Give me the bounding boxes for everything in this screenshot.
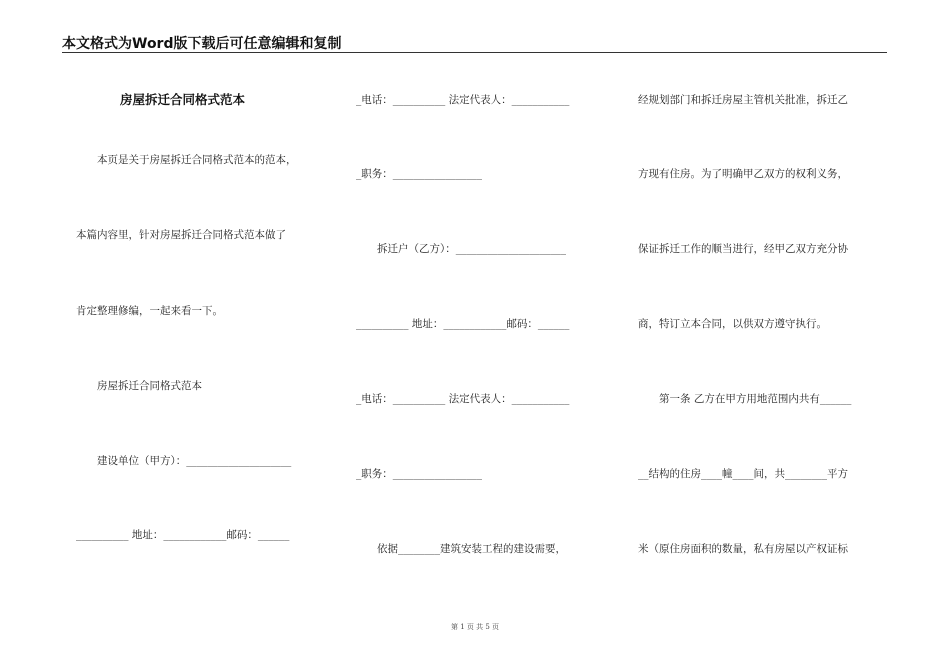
- text-line: 房屋拆迁合同格式范本: [76, 380, 202, 392]
- text-line: 保证拆迁工作的顺当进行，经甲乙双方充分协: [638, 243, 848, 255]
- text-line: 本篇内容里，针对房屋拆迁合同格式范本做了: [76, 229, 286, 241]
- text-line: 方现有住房。为了明确甲乙双方的权利义务，: [638, 168, 848, 180]
- text-line: 建设单位（甲方）：____________________: [76, 455, 292, 467]
- text-line: 米（原住房面积的数量，私有房屋以产权证标: [638, 543, 848, 555]
- text-line: __结构的住房____幢____间，共________平方: [638, 468, 848, 480]
- text-line: 肯定整理修编，一起来看一下。: [76, 305, 223, 317]
- text-line: 第一条 乙方在甲方用地范围内共有______: [638, 393, 852, 405]
- text-line: 拆迁户（乙方）：_____________________: [356, 243, 566, 255]
- text-line: __________ 地址：____________邮码：______: [76, 529, 290, 541]
- text-line: __________ 地址：____________邮码：______: [356, 318, 570, 330]
- text-column-2: [356, 0, 606, 600]
- text-line: 依据________建筑安装工程的建设需要，: [356, 543, 566, 555]
- text-column-3: [638, 0, 888, 600]
- text-line: _电话：__________ 法定代表人：___________: [356, 393, 570, 405]
- text-line: _职务：_________________: [356, 168, 482, 180]
- document-title: 房屋拆迁合同格式范本: [120, 92, 246, 107]
- text-line: 经规划部门和拆迁房屋主管机关批准，拆迁乙: [638, 94, 848, 106]
- text-column-1: [76, 0, 326, 600]
- text-line: 本页是关于房屋拆迁合同格式范本的范本，: [76, 154, 297, 166]
- page-number-footer: 第 1 页 共 5 页: [450, 623, 500, 631]
- text-line: 商，特订立本合同，以供双方遵守执行。: [638, 318, 827, 330]
- document-header-title: 本文格式为Word版下载后可任意编辑和复制: [62, 36, 342, 52]
- text-line: _职务：_________________: [356, 468, 482, 480]
- text-line: _电话：__________ 法定代表人：___________: [356, 94, 570, 106]
